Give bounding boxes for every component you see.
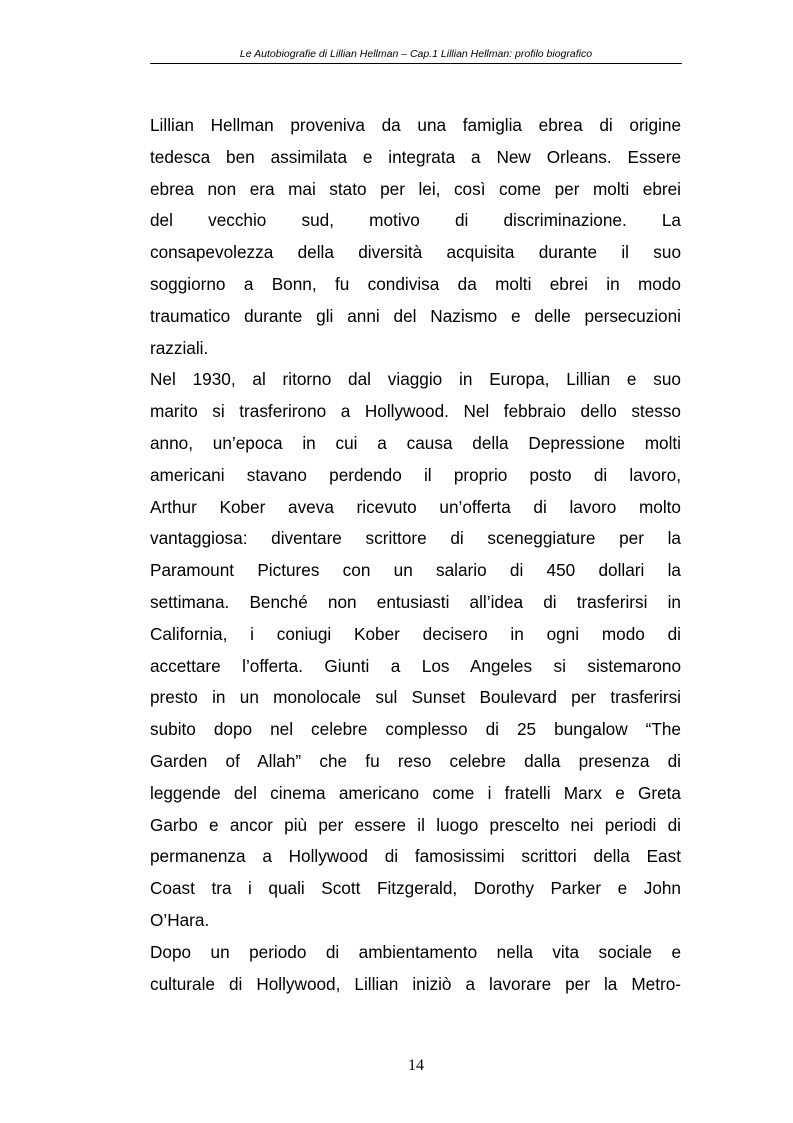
text-line: Coast tra i quali Scott Fitzgerald, Dorothy Parker e John bbox=[150, 878, 681, 899]
text-line: permanenza a Hollywood di famosissimi scrittori della East bbox=[150, 846, 681, 867]
page-number: 14 bbox=[408, 1057, 424, 1074]
body-text bbox=[150, 110, 681, 1000]
text-line: traumatico durante gli anni del Nazismo e delle persecuzioni bbox=[150, 305, 681, 326]
text-line: Nel 1930, al ritorno dal viaggio in Europa, Lillian e suo bbox=[150, 369, 681, 390]
text-line: California, i coniugi Kober decisero in ogni modo di bbox=[150, 623, 681, 644]
text-line: Arthur Kober aveva ricevuto un’offerta di lavoro molto bbox=[150, 496, 681, 517]
text-line: anno, un’epoca in cui a causa della Depressione molti bbox=[150, 432, 681, 453]
text-line: settimana. Benché non entusiasti all’idea di trasferirsi in bbox=[150, 591, 681, 612]
text-line: marito si trasferirono a Hollywood. Nel febbraio dello stesso bbox=[150, 401, 681, 422]
text-line: Lillian Hellman proveniva da una famiglia ebrea di origine bbox=[150, 115, 681, 135]
text-line: Garden of Allah” che fu reso celebre dalla presenza di bbox=[150, 750, 681, 771]
text-line: americani stavano perdendo il proprio posto di lavoro, bbox=[150, 464, 681, 485]
text-line: culturale di Hollywood, Lillian iniziò a lavorare per la Metro- bbox=[150, 973, 681, 994]
running-header: Le Autobiografie di Lillian Hellman – Cap.1 Lillian Hellman: profilo biografico bbox=[239, 48, 593, 60]
text-line: Garbo e ancor più per essere il luogo prescelto nei periodi di bbox=[150, 814, 681, 835]
text-line: O’Hara. bbox=[150, 909, 210, 930]
text-line: subito dopo nel celebre complesso di 25 bungalow “The bbox=[150, 719, 681, 740]
text-line: del vecchio sud, motivo di discriminazione. La bbox=[150, 210, 681, 231]
text-line: Dopo un periodo di ambientamento nella vita sociale e bbox=[150, 941, 681, 962]
text-line: leggende del cinema americano come i fratelli Marx e Greta bbox=[150, 782, 681, 803]
text-line: tedesca ben assimilata e integrata a New Orleans. Essere bbox=[150, 146, 681, 167]
text-line: consapevolezza della diversità acquisita durante il suo bbox=[150, 242, 681, 263]
text-line: razziali. bbox=[150, 337, 209, 358]
text-line: Paramount Pictures con un salario di 450 dollari la bbox=[150, 560, 681, 581]
text-line: vantaggiosa: diventare scrittore di sceneggiature per la bbox=[150, 528, 681, 549]
text-line: ebrea non era mai stato per lei, così come per molti ebrei bbox=[150, 178, 681, 199]
header-rule bbox=[150, 63, 682, 64]
text-line: presto in un monolocale sul Sunset Boulevard per trasferirsi bbox=[150, 687, 681, 708]
text-line: accettare l’offerta. Giunti a Los Angeles si sistemarono bbox=[150, 655, 681, 676]
text-line: soggiorno a Bonn, fu condivisa da molti ebrei in modo bbox=[150, 273, 681, 294]
